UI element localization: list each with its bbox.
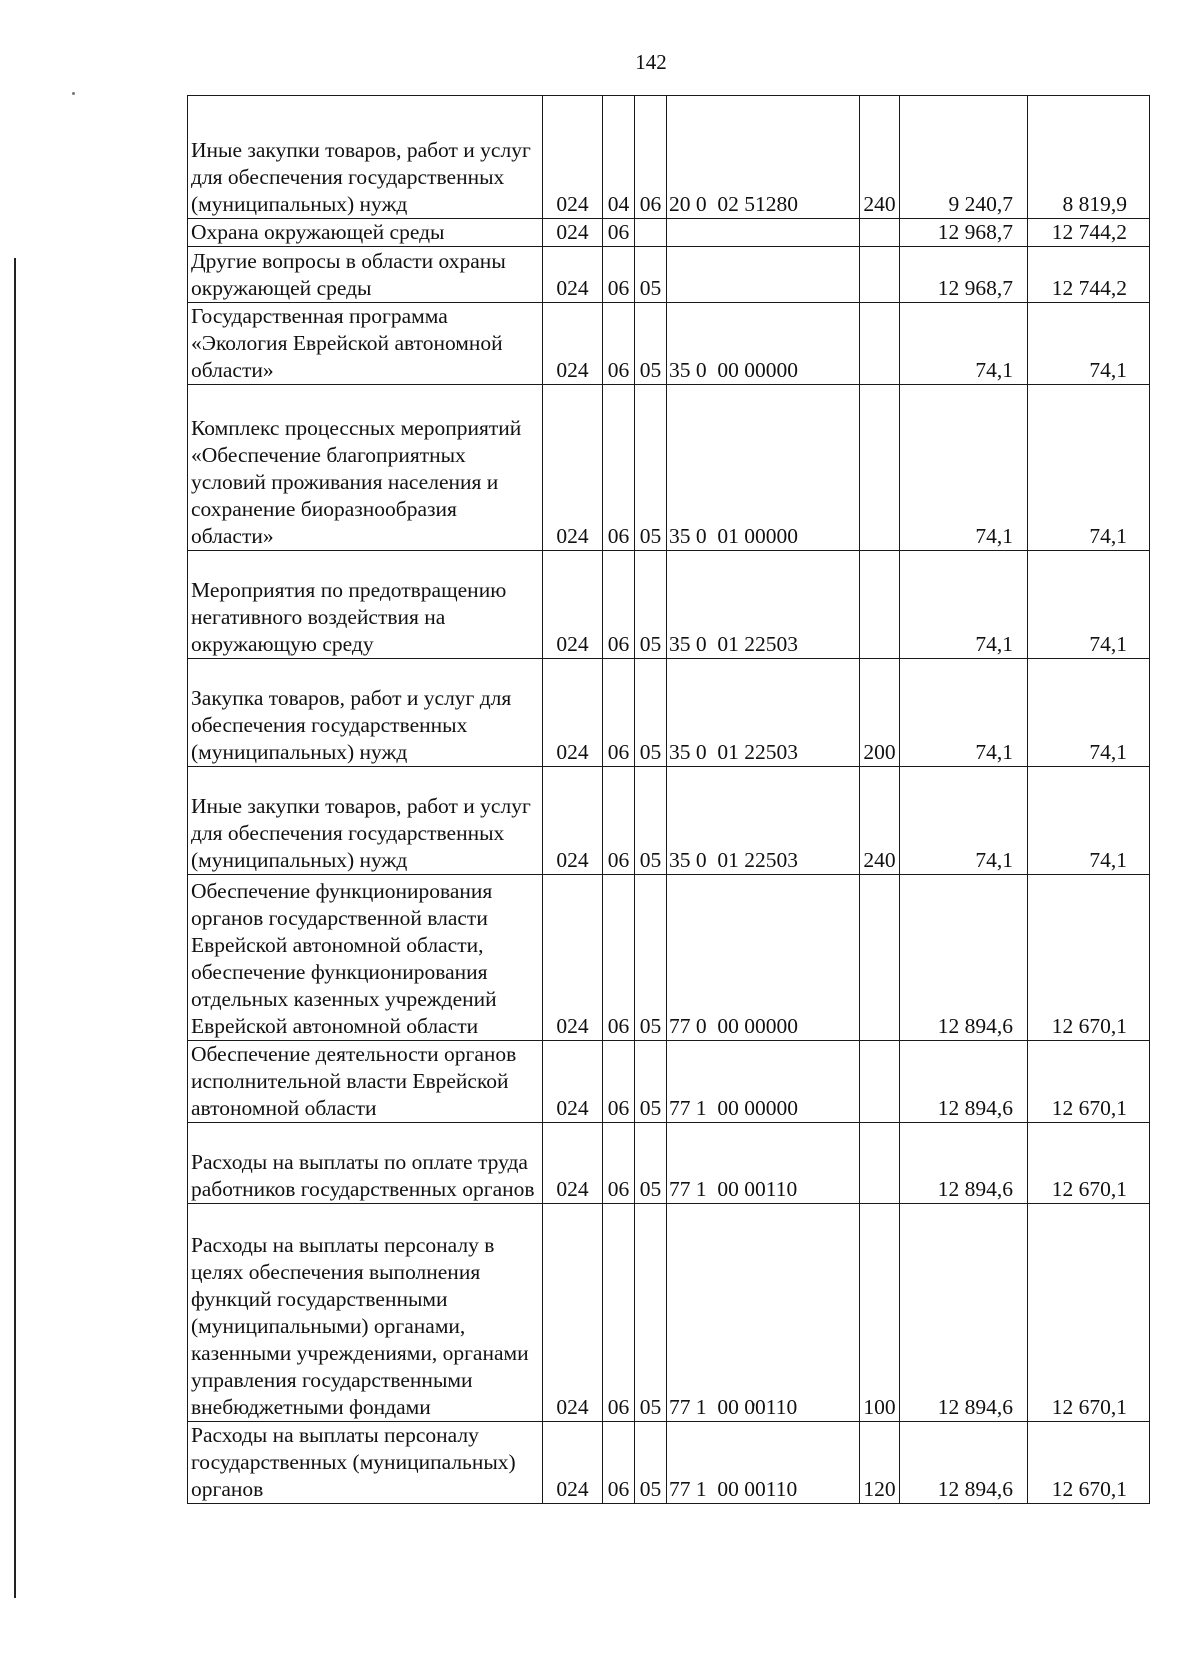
table-row: [188, 875, 1150, 1041]
sum-year-1: 9 240,7: [900, 96, 1028, 219]
subsection-code: 05: [635, 659, 667, 767]
sum-year-2: 74,1: [1028, 767, 1150, 875]
section-code: 04: [603, 96, 635, 219]
expense-name: Комплекс процессных мероприятий «Обеспечение благоприятных условий проживания населения и сохранение биоразнообразия области»: [188, 385, 543, 551]
scan-speck: [72, 92, 75, 95]
section-code: 06: [603, 247, 635, 303]
sum-year-1: 74,1: [900, 767, 1028, 875]
expense-kind-code: [860, 551, 900, 659]
subsection-code: 05: [635, 1204, 667, 1422]
sum-year-2: 12 670,1: [1028, 1041, 1150, 1123]
sum-year-2: 12 670,1: [1028, 875, 1150, 1041]
sum-year-2: 12 670,1: [1028, 1204, 1150, 1422]
admin-code: 024: [543, 767, 603, 875]
page-number: 142: [635, 50, 667, 74]
sum-year-2: 12 744,2: [1028, 219, 1150, 247]
table-row: [188, 767, 1150, 875]
admin-code: 024: [543, 1041, 603, 1123]
expense-name: Расходы на выплаты персоналу государственных (муниципальных) органов: [188, 1422, 543, 1504]
section-code: 06: [603, 1123, 635, 1204]
table-row: [188, 1422, 1150, 1504]
sum-year-1: 12 894,6: [900, 1123, 1028, 1204]
expense-kind-code: [860, 385, 900, 551]
expense-name: Расходы на выплаты персоналу в целях обеспечения выполнения функций государственными (муниципальными) органами, казенными учреждениями, органами управления государственными внебюджетными фондами: [188, 1204, 543, 1422]
expense-name: Охрана окружающей среды: [188, 219, 543, 247]
expense-name: Обеспечение функционирования органов государственной власти Еврейской автономной области, обеспечение функционирования отдельных казенных учреждений Еврейской автономной области: [188, 875, 543, 1041]
section-code: 06: [603, 385, 635, 551]
expense-kind-code: 240: [860, 96, 900, 219]
sum-year-2: 74,1: [1028, 551, 1150, 659]
expense-name: Мероприятия по предотвращению негативного воздействия на окружающую среду: [188, 551, 543, 659]
sum-year-1: 74,1: [900, 303, 1028, 385]
table-row: [188, 1204, 1150, 1422]
budget-table-body: [188, 96, 1150, 1504]
admin-code: 024: [543, 303, 603, 385]
target-article-code: [667, 219, 860, 247]
expense-kind-code: [860, 875, 900, 1041]
sum-year-1: 12 894,6: [900, 875, 1028, 1041]
subsection-code: 05: [635, 767, 667, 875]
expense-kind-code: 200: [860, 659, 900, 767]
sum-year-1: 74,1: [900, 385, 1028, 551]
section-code: 06: [603, 767, 635, 875]
expense-name: Государственная программа «Экология Еврейской автономной области»: [188, 303, 543, 385]
section-code: 06: [603, 1204, 635, 1422]
expense-kind-code: [860, 1123, 900, 1204]
subsection-code: 05: [635, 1041, 667, 1123]
expense-name: Иные закупки товаров, работ и услуг для обеспечения государственных (муниципальных) нужд: [188, 767, 543, 875]
admin-code: 024: [543, 219, 603, 247]
admin-code: 024: [543, 247, 603, 303]
target-article-code: 35 0 01 00000: [667, 385, 860, 551]
admin-code: 024: [543, 875, 603, 1041]
scan-margin-line: [14, 258, 16, 1598]
section-code: 06: [603, 1041, 635, 1123]
section-code: 06: [603, 875, 635, 1041]
section-code: 06: [603, 551, 635, 659]
expense-kind-code: 240: [860, 767, 900, 875]
admin-code: 024: [543, 1422, 603, 1504]
table-row: [188, 219, 1150, 247]
section-code: 06: [603, 1422, 635, 1504]
sum-year-1: 12 968,7: [900, 219, 1028, 247]
sum-year-2: 12 670,1: [1028, 1422, 1150, 1504]
sum-year-2: 12 670,1: [1028, 1123, 1150, 1204]
target-article-code: 77 1 00 00110: [667, 1422, 860, 1504]
expense-name: Закупка товаров, работ и услуг для обеспечения государственных (муниципальных) нужд: [188, 659, 543, 767]
target-article-code: 77 1 00 00110: [667, 1204, 860, 1422]
admin-code: 024: [543, 551, 603, 659]
subsection-code: 05: [635, 1123, 667, 1204]
admin-code: 024: [543, 96, 603, 219]
sum-year-2: 74,1: [1028, 385, 1150, 551]
sum-year-2: 74,1: [1028, 659, 1150, 767]
table-row: [188, 96, 1150, 219]
expense-name: Расходы на выплаты по оплате труда работников государственных органов: [188, 1123, 543, 1204]
subsection-code: 05: [635, 247, 667, 303]
sum-year-1: 12 894,6: [900, 1041, 1028, 1123]
sum-year-2: 12 744,2: [1028, 247, 1150, 303]
section-code: 06: [603, 219, 635, 247]
subsection-code: 05: [635, 385, 667, 551]
table-row: [188, 1041, 1150, 1123]
sum-year-2: 74,1: [1028, 303, 1150, 385]
target-article-code: 35 0 00 00000: [667, 303, 860, 385]
section-code: 06: [603, 659, 635, 767]
table-row: [188, 303, 1150, 385]
target-article-code: 35 0 01 22503: [667, 551, 860, 659]
expense-name: Обеспечение деятельности органов исполнительной власти Еврейской автономной области: [188, 1041, 543, 1123]
table-row: [188, 659, 1150, 767]
table-row: [188, 1123, 1150, 1204]
expense-kind-code: [860, 303, 900, 385]
sum-year-1: 12 894,6: [900, 1204, 1028, 1422]
subsection-code: 05: [635, 303, 667, 385]
subsection-code: 05: [635, 1422, 667, 1504]
sum-year-1: 74,1: [900, 659, 1028, 767]
target-article-code: [667, 247, 860, 303]
table-row: [188, 385, 1150, 551]
scan-margin-tick: [14, 272, 16, 290]
subsection-code: 06: [635, 96, 667, 219]
expense-kind-code: 100: [860, 1204, 900, 1422]
target-article-code: 77 0 00 00000: [667, 875, 860, 1041]
sum-year-1: 12 894,6: [900, 1422, 1028, 1504]
sum-year-2: 8 819,9: [1028, 96, 1150, 219]
subsection-code: 05: [635, 551, 667, 659]
table-row: [188, 247, 1150, 303]
target-article-code: 35 0 01 22503: [667, 659, 860, 767]
admin-code: 024: [543, 659, 603, 767]
target-article-code: 77 1 00 00000: [667, 1041, 860, 1123]
expense-kind-code: 120: [860, 1422, 900, 1504]
expense-name: Иные закупки товаров, работ и услуг для обеспечения государственных (муниципальных) нужд: [188, 96, 543, 219]
expense-name: Другие вопросы в области охраны окружающей среды: [188, 247, 543, 303]
budget-table: [187, 95, 1150, 1504]
admin-code: 024: [543, 385, 603, 551]
subsection-code: [635, 219, 667, 247]
section-code: 06: [603, 303, 635, 385]
target-article-code: 77 1 00 00110: [667, 1123, 860, 1204]
sum-year-1: 74,1: [900, 551, 1028, 659]
expense-kind-code: [860, 219, 900, 247]
expense-kind-code: [860, 1041, 900, 1123]
admin-code: 024: [543, 1204, 603, 1422]
admin-code: 024: [543, 1123, 603, 1204]
target-article-code: 20 0 02 51280: [667, 96, 860, 219]
subsection-code: 05: [635, 875, 667, 1041]
expense-kind-code: [860, 247, 900, 303]
table-row: [188, 551, 1150, 659]
target-article-code: 35 0 01 22503: [667, 767, 860, 875]
sum-year-1: 12 968,7: [900, 247, 1028, 303]
